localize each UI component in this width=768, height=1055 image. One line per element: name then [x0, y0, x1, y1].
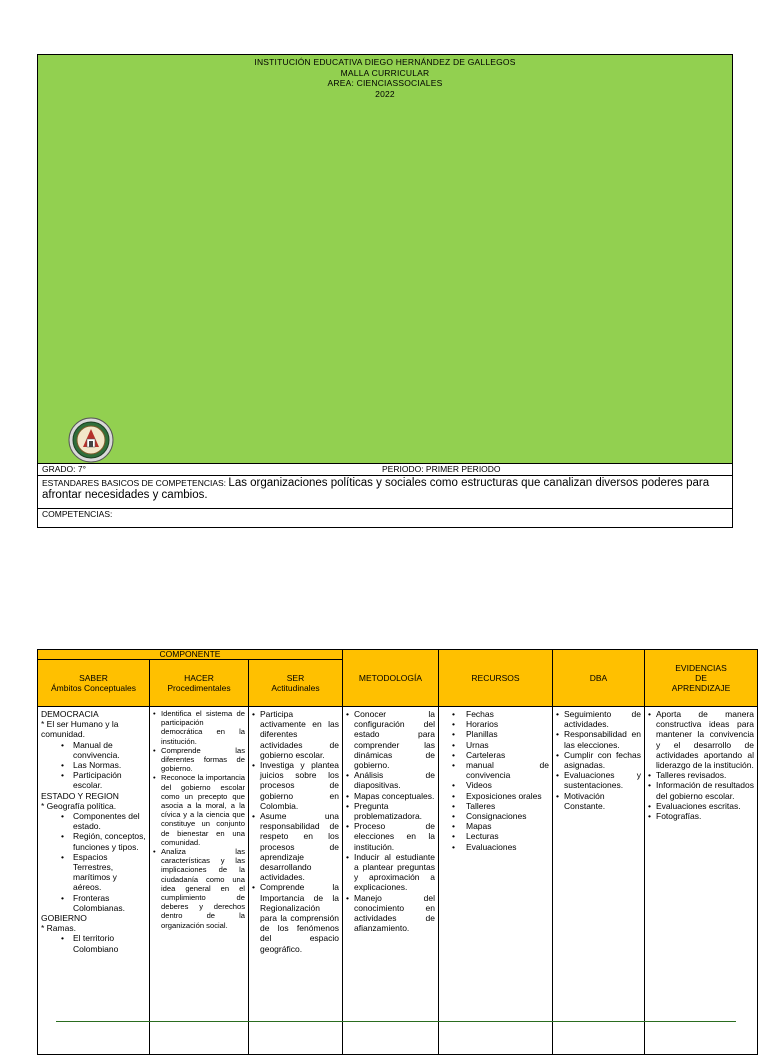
- recursos-header: RECURSOS: [439, 650, 553, 707]
- list-item: • Información de resultados del gobierno escolar.: [648, 780, 754, 800]
- list-item: • Reconoce la importancia del gobierno escolar como un precepto que asocia a la moral, a la cívica y a la ciencia que constituye un conjunto de bienestar en una comunidad.: [153, 773, 245, 847]
- saber-topic: DEMOCRACIA: [41, 709, 99, 719]
- estandares-label: ESTANDARES BASICOS DE COMPETENCIAS:: [42, 478, 229, 488]
- periodo-label: PERIODO: PRIMER PERIODO: [382, 464, 501, 474]
- saber-cell: [38, 707, 150, 1055]
- list-item: • Investiga y plantea juicios sobre los procesos de gobierno en Colombia.: [252, 760, 339, 811]
- estandares-text: Las organizaciones políticas y sociales como estructuras que canalizan diversos poderes para afrontar necesidades y cambios.: [42, 477, 710, 501]
- institution-heading: [38, 57, 732, 99]
- list-item: • Aporta de manera constructiva ideas para mantener la convivencia y el desarrollo de actividades aportando al liderazgo de la institución.: [648, 709, 754, 770]
- list-item: • Fotografías.: [648, 811, 754, 821]
- list-item: • Inducir al estudiante a plantear preguntas y aproximación a explicaciones.: [346, 852, 435, 893]
- list-item: • Talleres revisados.: [648, 770, 754, 780]
- ser-header: SER Actitudinales: [249, 660, 343, 707]
- list-item: • El territorio Colombiano: [41, 933, 146, 953]
- list-item: • Mapas conceptuales.: [346, 791, 435, 801]
- list-item: • Evaluaciones y sustentaciones.: [556, 770, 641, 790]
- list-item: • Motivación Constante.: [556, 791, 641, 811]
- estandares-row: [38, 476, 732, 509]
- list-item: • Evaluaciones escritas.: [648, 801, 754, 811]
- grado-row: [38, 464, 732, 476]
- competencias-label: COMPETENCIAS:: [42, 509, 113, 519]
- componente-header: COMPONENTE: [38, 650, 343, 660]
- document-type: MALLA CURRICULAR: [340, 67, 430, 78]
- dba-cell: [553, 707, 645, 1055]
- list-item: • Espacios Terrestres, marítimos y aéreos.: [41, 852, 146, 893]
- list-item: • Analiza las características y las implicaciones de la ciudadanía como una idea general en el cumplimiento de deberes y derechos dentro de la organización social.: [153, 847, 245, 930]
- list-item: • Carteleras: [442, 750, 549, 760]
- saber-header: SABER Ámbitos Conceptuales: [38, 660, 150, 707]
- year-label: 2022: [375, 88, 395, 99]
- list-item: • Comprende las diferentes formas de gobierno.: [153, 746, 245, 774]
- list-item: • Fronteras Colombianas.: [41, 893, 146, 913]
- list-item: • Planillas: [442, 729, 549, 739]
- institution-name: INSTITUCIÓN EDUCATIVA DIEGO HERNÁNDEZ DE GALLEGOS: [254, 57, 516, 67]
- hacer-cell: [150, 707, 249, 1055]
- list-item: • Región, conceptos, funciones y tipos.: [41, 831, 146, 851]
- list-item: • Videos: [442, 780, 549, 790]
- dba-header: DBA: [553, 650, 645, 707]
- list-item: • Conocer la configuración del estado para comprender las dinámicas de gobierno.: [346, 709, 435, 770]
- list-item: • Participación escolar.: [41, 770, 146, 790]
- header-block: [37, 54, 733, 528]
- school-seal-logo: [68, 417, 114, 463]
- list-item: • Manejo del conocimiento en actividades de afianzamiento.: [346, 893, 435, 934]
- list-item: • Lecturas: [442, 831, 549, 841]
- grado-label: GRADO: 7°: [42, 464, 87, 474]
- saber-topic: ESTADO Y REGION: [41, 790, 119, 801]
- curriculum-table: [37, 649, 758, 1055]
- list-item: • Comprende la Importancia de la Regionalización para la comprensión de los fenómenos del espacio geográfico.: [252, 882, 339, 953]
- list-item: • Seguimiento de actividades.: [556, 709, 641, 729]
- saber-topic: GOBIERNO: [41, 913, 87, 924]
- list-item: • Consignaciones: [442, 811, 549, 821]
- recursos-cell: [439, 707, 553, 1055]
- list-item: • Evaluaciones: [442, 842, 549, 852]
- list-item: • Horarios: [442, 719, 549, 729]
- list-item: • Mapas: [442, 821, 549, 831]
- list-item: • Análisis de diapositivas.: [346, 770, 435, 790]
- metodologia-header: METODOLOGÍA: [343, 650, 439, 707]
- evidencias-cell: [645, 707, 758, 1055]
- list-item: • Asume una responsabilidad de respeto en los procesos de aprendizaje desarrollando actividades.: [252, 811, 339, 882]
- saber-subtopic: * Geografía política.: [41, 800, 117, 811]
- list-item: • Manual de convivencia.: [41, 740, 146, 760]
- list-item: • Responsabilidad en las elecciones.: [556, 729, 641, 749]
- header-green-area: [38, 55, 732, 464]
- list-item: • Urnas: [442, 740, 549, 750]
- list-item: • Cumplir con fechas asignadas.: [556, 750, 641, 770]
- saber-subtopic: * Ramas.: [41, 923, 76, 934]
- list-item: • Pregunta problematizadora.: [346, 801, 435, 821]
- competencias-row: [38, 509, 732, 529]
- evidencias-header: EVIDENCIAS DE APRENDIZAJE: [645, 650, 758, 707]
- list-item: • Fechas: [442, 709, 549, 719]
- list-item: • Identifica el sistema de participación democrática en la institución.: [153, 709, 245, 746]
- list-item: • manual de convivencia: [442, 760, 549, 780]
- area-label: AREA: CIENCIASSOCIALES: [327, 78, 443, 88]
- saber-subtopic: * El ser Humano y la comunidad.: [41, 719, 119, 740]
- list-item: • Las Normas.: [41, 760, 146, 770]
- list-item: • Proceso de elecciones en la institución.: [346, 821, 435, 852]
- list-item: • Talleres: [442, 801, 549, 811]
- list-item: • Participa activamente en las diferentes actividades de gobierno escolar.: [252, 709, 339, 760]
- list-item: • Componentes del estado.: [41, 811, 146, 831]
- ser-cell: [249, 707, 343, 1055]
- metodologia-cell: [343, 707, 439, 1055]
- list-item: • Exposiciones orales: [442, 791, 549, 801]
- hacer-header: HACER Procedimentales: [150, 660, 249, 707]
- next-page-divider: [56, 1021, 736, 1022]
